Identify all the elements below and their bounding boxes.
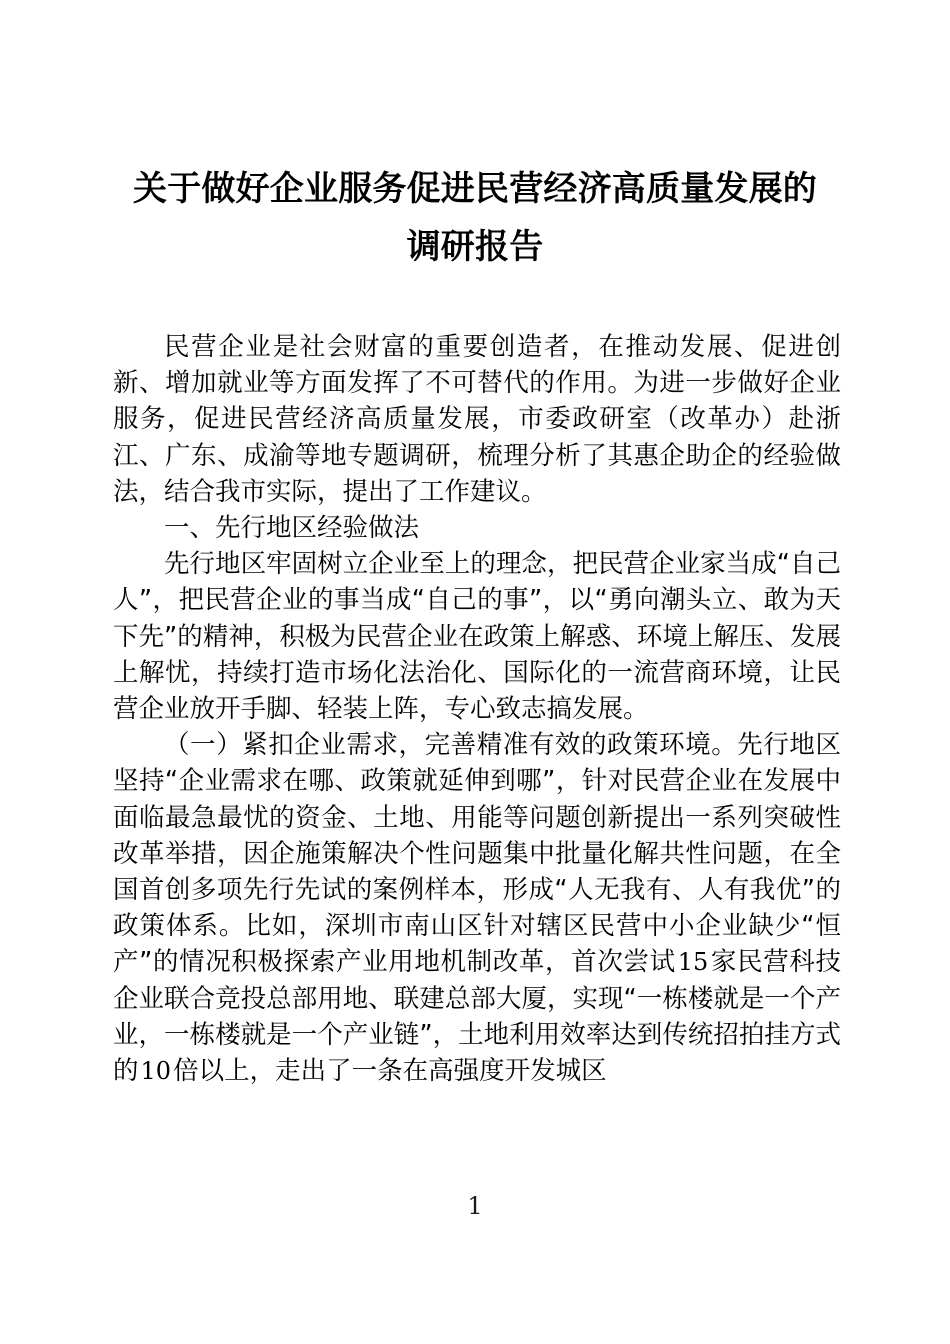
paragraph-intro: 民营企业是社会财富的重要创造者，在推动发展、促进创新、增加就业等方面发挥了不可替代的作用。为进一步做好企业服务，促进民营经济高质量发展，市委政研室（改革办）赴浙江、广东、成渝等地专题调研，梳理分析了其惠企助企的经验做法，结合我市实际，提出了工作建议。 — [113, 332, 841, 507]
section-heading-one: 一、先行地区经验做法 — [164, 513, 420, 544]
page-title: 关于做好企业服务促进民营经济高质量发展的调研报告 — [133, 169, 817, 267]
paragraph-subsection-one-text-a: （一）紧扣企业需求，完善精准有效的政策环境。先行地区坚持“企业需求在哪、政策就延伸到哪”，针对民营企业在发展中面临最急最忧的资金、土地、用能等问题创新提出一系列突破性改革举措，因企施策解决个性问题集中批量化解共性问题，在全国首创多项先行先试的案例样本，形成“人无我有、人有我优”的政策体系。比如，深圳市南山区针对辖区民营中小企业缺少“恒产”的情况积极探索产业用地机制改革，首次尝试 — [113, 730, 841, 978]
document-body — [113, 329, 841, 1089]
paragraph-subsection-one — [113, 727, 841, 1089]
paragraph-subsection-one-text-c: 倍以上，走出了一条在高强度开发城区 — [173, 1056, 607, 1087]
page-number: 1 — [467, 1192, 483, 1220]
figure-efficiency-multiple: 10 — [140, 1057, 172, 1086]
paragraph-section-one-body: 先行地区牢固树立企业至上的理念，把民营企业家当成“自己人”，把民营企业的事当成“自己的事”，以“勇向潮头立、敢为天下先”的精神，积极为民营企业在政策上解惑、环境上解压、发展上解忧，持续打造市场化法治化、国际化的一流营商环境，让民营企业放开手脚、轻装上阵，专心致志搞发展。 — [113, 549, 841, 725]
figure-enterprise-count: 15 — [677, 948, 709, 977]
paragraph-subsection-one-text-b: 家民营科技企业联合竞投总部用地、联建总部大厦，实现“一栋楼就是一个产业，一栋楼就是一个产业链”，土地利用效率达到传统招拍挂方式的 — [113, 947, 841, 1087]
